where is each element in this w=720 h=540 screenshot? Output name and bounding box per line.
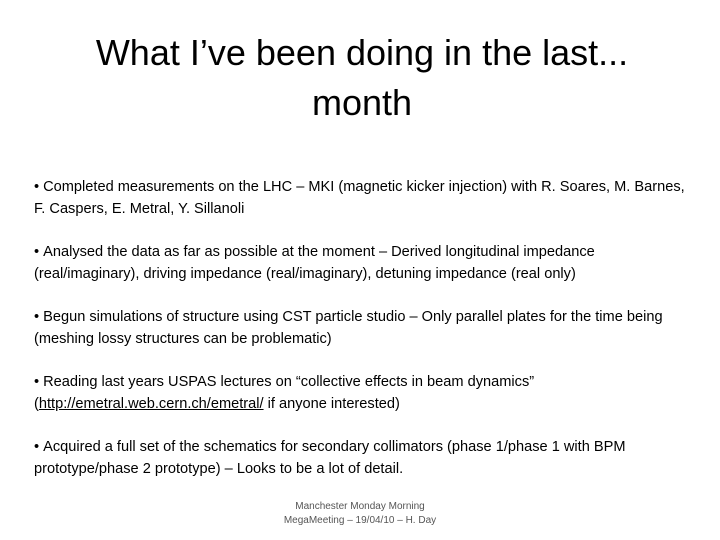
bullet-icon: • — [34, 309, 40, 325]
footer-line-2: MegaMeeting – 19/04/10 – H. Day — [283, 515, 437, 526]
bullet-icon: • — [34, 179, 40, 195]
bullet-icon: • — [34, 244, 40, 260]
bullet-item-lectures — [34, 371, 694, 415]
bullet-list — [34, 176, 694, 501]
bullet-text-before-link: Reading last years USPAS lectures on “collective effects in beam dynamics” ( — [34, 374, 535, 412]
bullet-text: Analysed the data as far as possible at the moment – Derived longitudinal impedance (real/imaginary), driving impedance (real/imaginary), detuning impedance (real only) — [34, 244, 595, 282]
bullet-text: Begun simulations of structure using CST particle studio – Only parallel plates for the time being (meshing lossy structures can be problematic) — [34, 309, 663, 347]
emetral-web-link[interactable]: http://emetral.web.cern.ch/emetral/ — [38, 396, 264, 412]
bullet-item-analysis — [34, 241, 694, 285]
footer-line-1: Manchester Monday Morning — [295, 501, 425, 512]
slide-title — [24, 28, 700, 128]
slide-title-line-1: What I’ve been doing in the last... — [95, 32, 629, 73]
bullet-item-schematics — [34, 436, 694, 480]
bullet-item-simulations — [34, 306, 694, 350]
bullet-text-after-link: if anyone interested) — [263, 396, 400, 412]
bullet-text: Completed measurements on the LHC – MKI (magnetic kicker injection) with R. Soares, M. Barnes, F. Caspers, E. Metral, Y. Sillanoli — [34, 179, 685, 217]
slide-title-line-2: month — [311, 82, 413, 123]
bullet-text: Acquired a full set of the schematics for secondary collimators (phase 1/phase 1 with BPM prototype/phase 2 prototype) – Looks to be a lot of detail. — [34, 439, 626, 477]
bullet-icon: • — [34, 374, 40, 390]
bullet-icon: • — [34, 439, 40, 455]
slide-footer — [210, 500, 510, 528]
bullet-item-measurements — [34, 176, 694, 220]
